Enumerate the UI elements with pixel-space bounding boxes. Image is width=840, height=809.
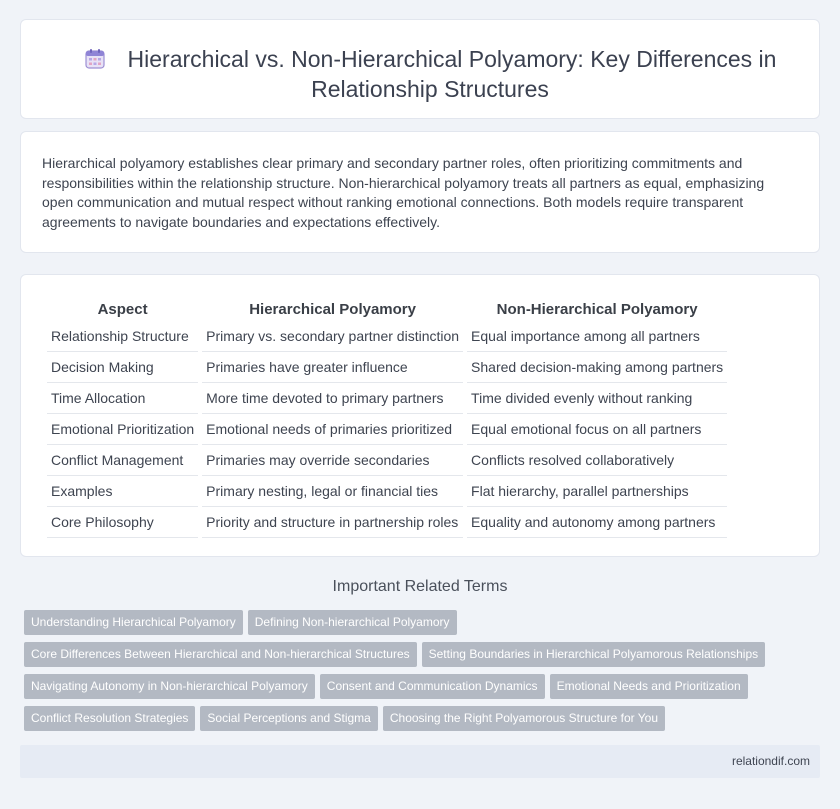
table-header-row [47, 295, 727, 321]
table-cell-non-hierarchical: Equal emotional focus on all partners [467, 414, 727, 445]
table-row [47, 445, 727, 476]
footer-bar [20, 745, 820, 778]
tag-row [24, 674, 804, 706]
table-cell-aspect: Relationship Structure [47, 321, 198, 352]
tag-row [24, 706, 804, 738]
table-cell-hierarchical: Primaries have greater influence [202, 352, 463, 383]
table-cell-hierarchical: Primary nesting, legal or financial ties [202, 476, 463, 507]
intro-paragraph: Hierarchical polyamory establishes clear primary and secondary partner roles, often prioritizing commitments and responsibilities within the relationship structure. Non-hierarchical polyamory treats all partners as equal, emphasizing open communication and mutual respect without ranking emotional connections. Both models require transparent agreements to navigate boundaries and expectations effectively. [42, 155, 765, 230]
page-title-wrap [61, 44, 799, 104]
table-row [47, 414, 727, 445]
comparison-card [20, 274, 820, 557]
related-term-link[interactable]: Navigating Autonomy in Non-hierarchical Polyamory [24, 674, 315, 699]
table-cell-hierarchical: Primaries may override secondaries [202, 445, 463, 476]
tag-row [24, 610, 804, 642]
table-cell-hierarchical: More time devoted to primary partners [202, 383, 463, 414]
table-row [47, 507, 727, 538]
related-term-link[interactable]: Emotional Needs and Prioritization [550, 674, 748, 699]
tag-row [24, 642, 804, 674]
related-terms-list [24, 610, 804, 738]
table-cell-hierarchical: Emotional needs of primaries prioritized [202, 414, 463, 445]
intro-card [20, 131, 820, 253]
header-card [20, 19, 820, 119]
table-cell-aspect: Emotional Prioritization [47, 414, 198, 445]
table-cell-aspect: Core Philosophy [47, 507, 198, 538]
table-cell-non-hierarchical: Time divided evenly without ranking [467, 383, 727, 414]
related-term-link[interactable]: Choosing the Right Polyamorous Structure for You [383, 706, 665, 731]
table-cell-hierarchical: Priority and structure in partnership roles [202, 507, 463, 538]
related-term-link[interactable]: Defining Non-hierarchical Polyamory [248, 610, 457, 635]
related-terms-heading: Important Related Terms [332, 578, 508, 595]
table-cell-non-hierarchical: Shared decision-making among partners [467, 352, 727, 383]
related-term-link[interactable]: Consent and Communication Dynamics [320, 674, 545, 699]
related-term-link[interactable]: Conflict Resolution Strategies [24, 706, 195, 731]
related-term-link[interactable]: Core Differences Between Hierarchical and Non-hierarchical Structures [24, 642, 417, 667]
table-cell-non-hierarchical: Flat hierarchy, parallel partnerships [467, 476, 727, 507]
page-title: Hierarchical vs. Non-Hierarchical Polyamory: Key Differences in Relationship Structures [127, 46, 777, 102]
table-row [47, 383, 727, 414]
table-cell-aspect: Decision Making [47, 352, 198, 383]
table-cell-aspect: Conflict Management [47, 445, 198, 476]
table-cell-non-hierarchical: Equality and autonomy among partners [467, 507, 727, 538]
comparison-table [43, 295, 731, 538]
table-cell-aspect: Examples [47, 476, 198, 507]
related-term-link[interactable]: Understanding Hierarchical Polyamory [24, 610, 243, 635]
column-header-aspect: Aspect [97, 300, 148, 318]
related-term-link[interactable]: Setting Boundaries in Hierarchical Polyamorous Relationships [422, 642, 766, 667]
table-cell-non-hierarchical: Equal importance among all partners [467, 321, 727, 352]
calendar-icon [84, 48, 106, 70]
table-row [47, 321, 727, 352]
column-header-hierarchical: Hierarchical Polyamory [249, 300, 416, 318]
table-row [47, 352, 727, 383]
table-cell-aspect: Time Allocation [47, 383, 198, 414]
table-cell-non-hierarchical: Conflicts resolved collaboratively [467, 445, 727, 476]
column-header-non-hierarchical: Non-Hierarchical Polyamory [496, 300, 698, 318]
table-cell-hierarchical: Primary vs. secondary partner distinction [202, 321, 463, 352]
related-term-link[interactable]: Social Perceptions and Stigma [200, 706, 377, 731]
footer-site-link[interactable]: relationdif.com [731, 754, 810, 768]
table-row [47, 476, 727, 507]
